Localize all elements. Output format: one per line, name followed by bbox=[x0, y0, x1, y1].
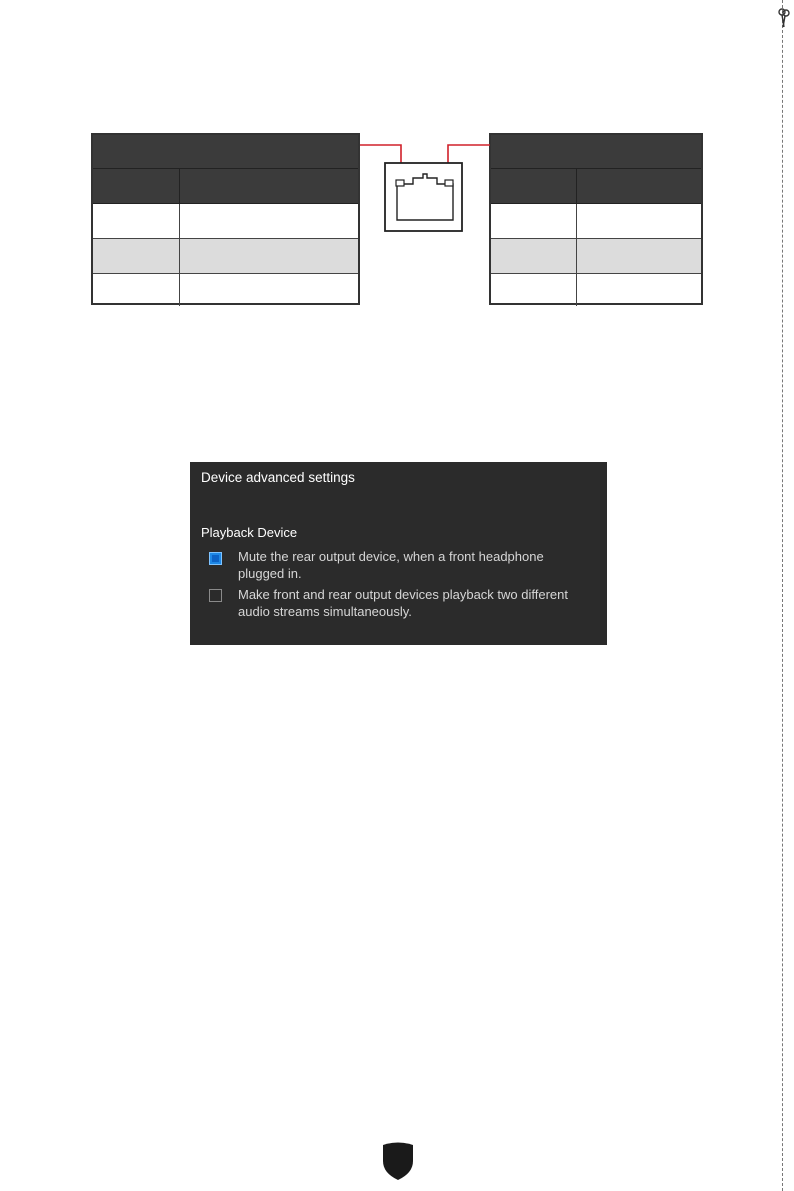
table-cell bbox=[180, 239, 358, 273]
table-cell bbox=[491, 274, 577, 306]
section-title: Playback Device bbox=[201, 525, 298, 540]
table-row bbox=[93, 274, 358, 306]
device-advanced-settings-panel bbox=[190, 462, 607, 645]
table-cell bbox=[180, 274, 358, 306]
led-table-left bbox=[91, 133, 360, 305]
option-line: plugged in. bbox=[238, 566, 302, 581]
led-table-right-header bbox=[491, 169, 701, 204]
table-cell bbox=[93, 239, 180, 273]
header-cell bbox=[180, 169, 358, 203]
option-line: Mute the rear output device, when a front headphone bbox=[238, 549, 544, 564]
cut-line bbox=[782, 0, 783, 1191]
led-table-left-title bbox=[93, 135, 358, 169]
table-cell bbox=[491, 204, 577, 238]
mute-rear-output-label[interactable] bbox=[238, 548, 598, 582]
table-cell bbox=[577, 274, 701, 306]
table-row bbox=[491, 274, 701, 306]
header-cell bbox=[577, 169, 701, 203]
table-cell bbox=[93, 204, 180, 238]
led-table-right bbox=[489, 133, 703, 305]
table-cell bbox=[577, 204, 701, 238]
table-row bbox=[93, 239, 358, 274]
lan-port-icon bbox=[385, 163, 462, 231]
table-cell bbox=[93, 274, 180, 306]
table-row bbox=[93, 204, 358, 239]
led-table-left-header bbox=[93, 169, 358, 204]
table-cell bbox=[180, 204, 358, 238]
msi-shield-logo bbox=[380, 1141, 416, 1181]
separate-streams-label[interactable] bbox=[238, 586, 598, 620]
separate-streams-checkbox[interactable] bbox=[209, 589, 222, 602]
lan-port-diagram bbox=[355, 130, 495, 240]
option-line: audio streams simultaneously. bbox=[238, 604, 412, 619]
led-table-right-title bbox=[491, 135, 701, 169]
table-cell bbox=[577, 239, 701, 273]
scissors-icon bbox=[772, 8, 792, 28]
panel-title: Device advanced settings bbox=[201, 470, 355, 485]
table-cell bbox=[491, 239, 577, 273]
header-cell bbox=[491, 169, 577, 203]
option-line: Make front and rear output devices playback two different bbox=[238, 587, 569, 602]
table-row bbox=[491, 204, 701, 239]
table-row bbox=[491, 239, 701, 274]
mute-rear-output-checkbox[interactable] bbox=[209, 552, 222, 565]
header-cell bbox=[93, 169, 180, 203]
